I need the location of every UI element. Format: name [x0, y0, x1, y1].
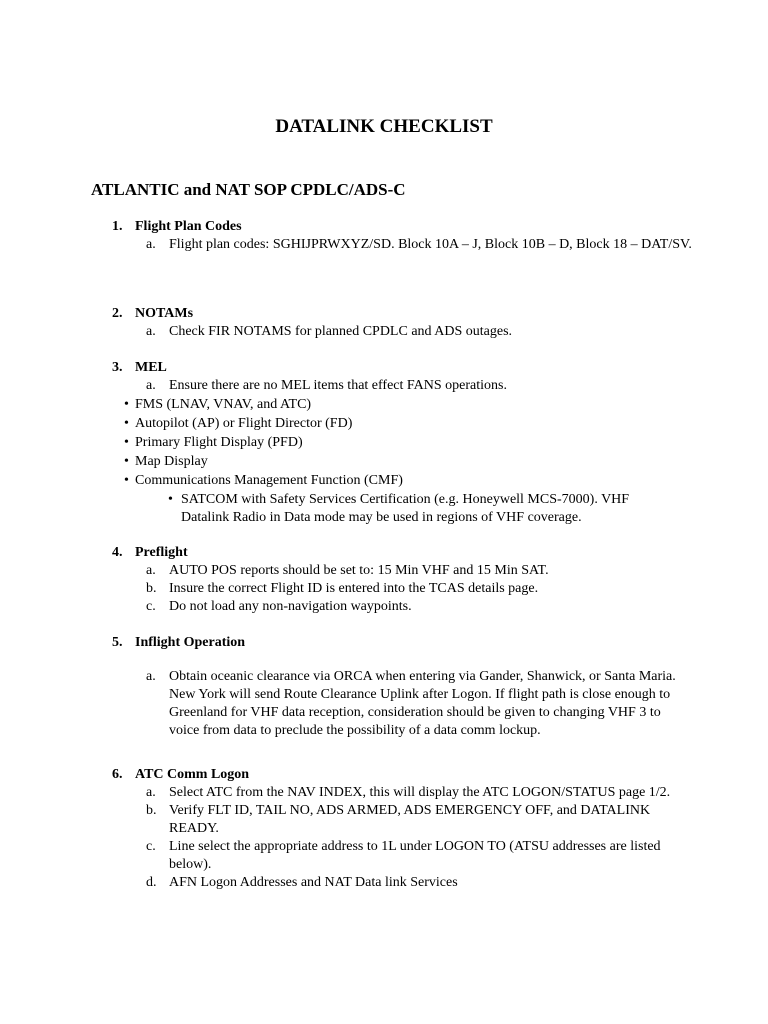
bullet-item — [124, 453, 692, 472]
item-marker: b. — [146, 581, 157, 596]
sub-bullet-item — [168, 491, 678, 527]
section-title: Flight Plan Codes — [135, 219, 242, 234]
list-item — [146, 562, 692, 580]
item-marker: c. — [146, 839, 156, 854]
item-text: Select ATC from the NAV INDEX, this will display the ATC LOGON/STATUS page 1/2. — [169, 785, 671, 800]
section-number: 1. — [112, 219, 123, 234]
bullet-item — [124, 396, 692, 415]
list-item — [146, 802, 692, 838]
item-marker: a. — [146, 378, 156, 393]
sub-bullet-text: SATCOM with Safety Services Certification (e.g. Honeywell MCS-7000). VHF Datalink Radio in Data mode may be used in regions of VHF coverage. — [181, 492, 630, 525]
item-marker: c. — [146, 599, 156, 614]
item-marker: a. — [146, 237, 156, 252]
section-title: ATC Comm Logon — [135, 767, 250, 782]
section-notams — [112, 305, 692, 341]
section-heading — [112, 634, 692, 652]
section-number: 5. — [112, 635, 123, 650]
list-item — [146, 580, 692, 598]
list-item — [146, 784, 692, 802]
item-text: AFN Logon Addresses and NAT Data link Services — [169, 875, 458, 890]
section-inflight-operation — [112, 634, 692, 740]
list-item — [146, 874, 692, 892]
section-number: 6. — [112, 767, 123, 782]
item-text: Line select the appropriate address to 1L under LOGON TO (ATSU addresses are listed below). — [169, 839, 661, 872]
section-heading — [112, 305, 692, 323]
item-marker: a. — [146, 563, 156, 578]
bullet-item — [124, 415, 692, 434]
bullet-icon: • — [124, 454, 129, 469]
item-text: Ensure there are no MEL items that effect FANS operations. — [169, 378, 507, 393]
section-title: NOTAMs — [135, 306, 194, 321]
item-text: Verify FLT ID, TAIL NO, ADS ARMED, ADS EMERGENCY OFF, and DATALINK READY. — [169, 803, 651, 836]
page-subtitle: ATLANTIC and NAT SOP CPDLC/ADS-C — [91, 180, 406, 199]
bullet-text: Map Display — [135, 454, 208, 469]
item-marker: d. — [146, 875, 157, 890]
list-item — [146, 236, 692, 254]
bullet-text: Autopilot (AP) or Flight Director (FD) — [135, 416, 353, 431]
item-marker: a. — [146, 785, 156, 800]
section-number: 3. — [112, 360, 123, 375]
list-item — [146, 598, 692, 616]
section-number: 4. — [112, 545, 123, 560]
bullet-icon: • — [124, 435, 129, 450]
bullet-icon: • — [124, 397, 129, 412]
item-text: Do not load any non-navigation waypoints. — [169, 599, 412, 614]
item-text: AUTO POS reports should be set to: 15 Min VHF and 15 Min SAT. — [169, 563, 549, 578]
list-item — [146, 377, 692, 395]
bullet-item — [124, 472, 692, 491]
item-marker: a. — [146, 324, 156, 339]
bullet-icon: • — [124, 416, 129, 431]
section-flight-plan-codes — [112, 218, 692, 254]
list-item — [146, 323, 692, 341]
bullet-text: Primary Flight Display (PFD) — [135, 435, 303, 450]
section-title: Inflight Operation — [135, 635, 246, 650]
bullet-text: FMS (LNAV, VNAV, and ATC) — [135, 397, 312, 412]
section-heading — [112, 544, 692, 562]
list-item — [146, 668, 692, 740]
bullet-icon: • — [124, 473, 129, 488]
bullet-icon: • — [168, 492, 173, 507]
section-number: 2. — [112, 306, 123, 321]
section-title: Preflight — [135, 545, 188, 560]
bullet-text: Communications Management Function (CMF) — [135, 473, 403, 488]
item-text: Flight plan codes: SGHIJPRWXYZ/SD. Block 10A – J, Block 10B – D, Block 18 – DAT/SV. — [169, 237, 692, 252]
item-marker: b. — [146, 803, 157, 818]
item-text: Obtain oceanic clearance via ORCA when entering via Gander, Shanwick, or Santa Maria. New York will send Route Clearance Uplink after Logon. If flight path is close enough to Greenland for VHF data reception, consideration should be given to changing VHF 3 to voice from data to preclude the possibility of a data comm lockup. — [169, 669, 676, 738]
list-item — [146, 838, 692, 874]
page-title: DATALINK CHECKLIST — [275, 116, 493, 137]
item-text: Insure the correct Flight ID is entered into the TCAS details page. — [169, 581, 539, 596]
item-text: Check FIR NOTAMS for planned CPDLC and ADS outages. — [169, 324, 513, 339]
section-heading — [112, 359, 692, 377]
section-preflight — [112, 544, 692, 616]
section-heading — [112, 218, 692, 236]
bullet-item — [124, 434, 692, 453]
mel-bullet-list — [112, 396, 692, 527]
section-atc-comm-logon — [112, 766, 692, 892]
section-heading — [112, 766, 692, 784]
section-mel — [112, 359, 692, 396]
item-marker: a. — [146, 669, 156, 684]
section-title: MEL — [135, 360, 167, 375]
